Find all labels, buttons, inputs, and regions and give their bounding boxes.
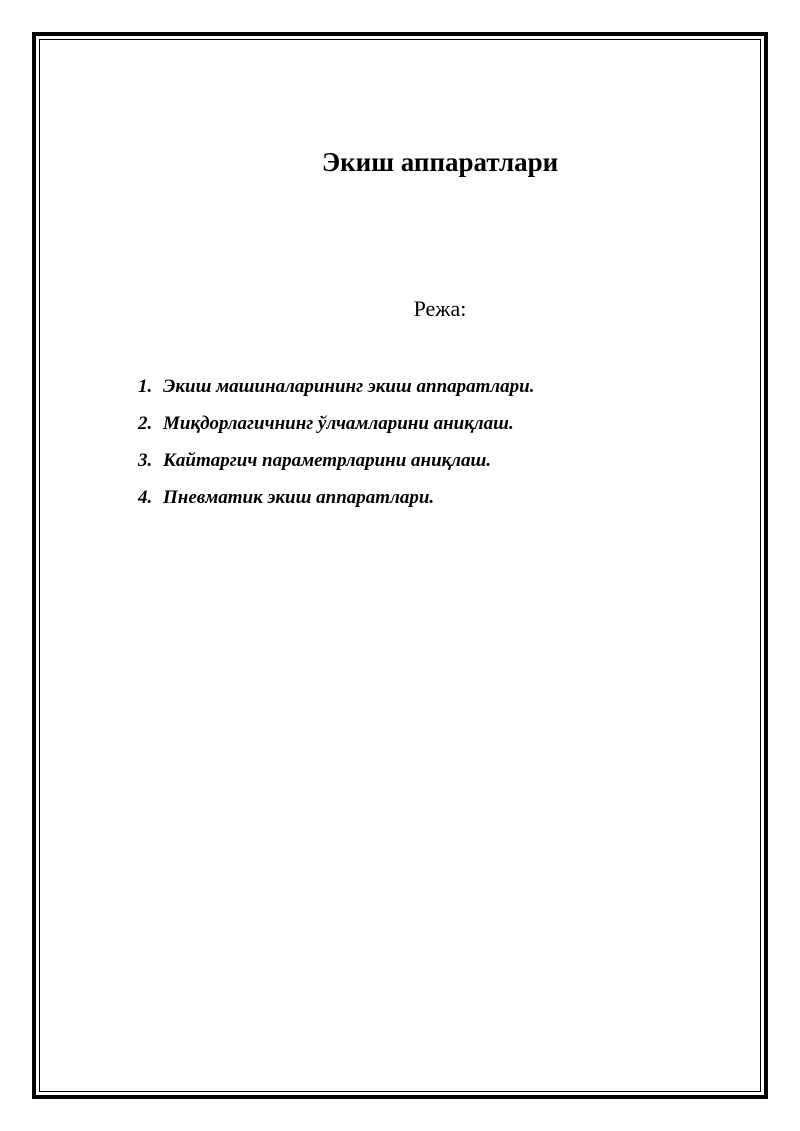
plan-heading: Режа:: [413, 296, 467, 321]
plan-item-text: Миқдорлагичнинг ўлчамларини аниқлаш.: [163, 413, 514, 434]
plan-item: [138, 479, 534, 516]
plan-item-text: Экиш машиналарининг экиш аппаратлари.: [163, 376, 535, 397]
plan-item-text: Кайтаргич параметрларини аниқлаш.: [163, 450, 492, 471]
plan-item-text: Пневматик экиш аппаратлари.: [163, 487, 435, 508]
plan-item: [138, 368, 534, 405]
page-border-inner: [39, 39, 761, 1092]
document-title: Экиш аппаратлари: [321, 147, 559, 177]
plan-item: [138, 442, 534, 479]
plan-list: [138, 368, 534, 516]
plan-item-number: 4.: [138, 487, 153, 508]
plan-item-number: 2.: [138, 413, 153, 434]
plan-item-number: 3.: [138, 450, 153, 471]
plan-item-number: 1.: [138, 376, 153, 397]
plan-item: [138, 405, 534, 442]
